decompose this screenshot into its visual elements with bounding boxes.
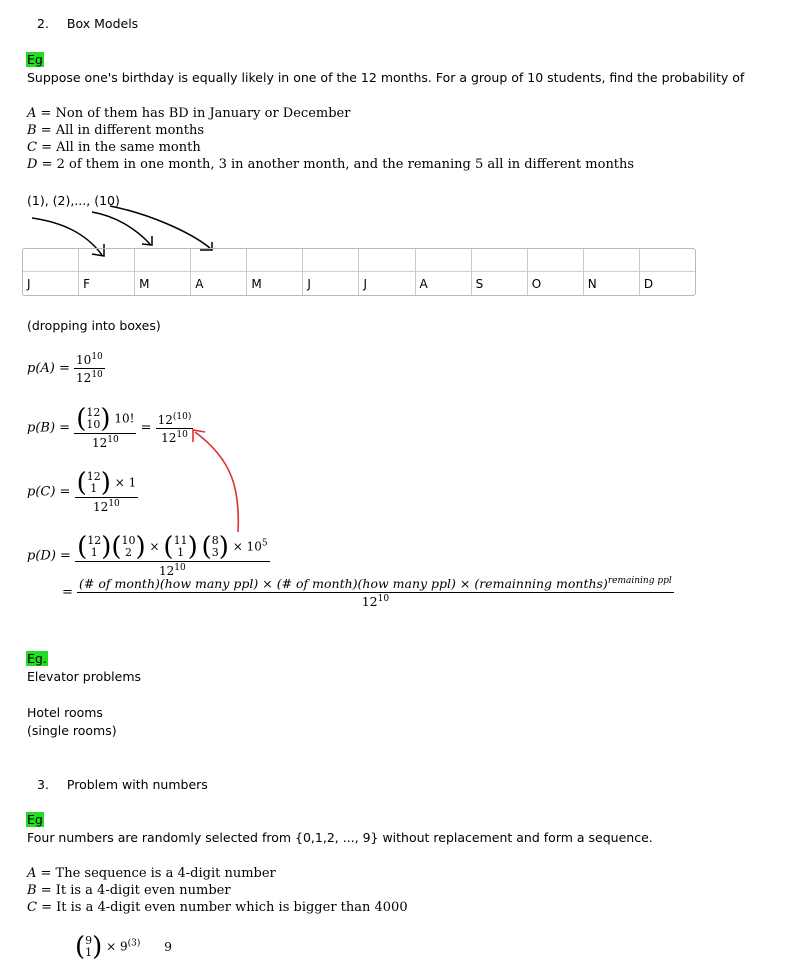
binomial: (12 1 )	[76, 468, 111, 498]
binomial: (12 1 )	[77, 532, 112, 562]
month-label: S	[475, 277, 484, 291]
fraction: $\frac{10^{10}}{12^{10}}$	[76, 352, 103, 385]
section-title: Box Models	[66, 16, 139, 31]
month-box	[472, 249, 528, 295]
event-B: B = All in different months	[27, 123, 205, 138]
binomial: (8 3)	[201, 532, 229, 562]
month-label: D	[643, 277, 654, 291]
month-box	[359, 249, 415, 295]
problem-intro: Four numbers are randomly selected from {0,1,2, ..., 9} without replacement and form a sequence.	[27, 830, 653, 845]
month-box	[416, 249, 472, 295]
fraction: (12 10) 10! $12^{10}$	[76, 404, 135, 450]
event-A: A = The sequence is a 4-digit number	[27, 866, 276, 881]
month-label: M	[251, 277, 262, 291]
fraction: $\frac{12^{(10)}}{12^{10}}$	[157, 411, 192, 445]
event-A: A = Non of them has BD in January or December	[27, 106, 351, 121]
red-curve	[195, 432, 238, 532]
formula-pD-verbal: = (# of month)(how many ppl) × (# of month)(how many ppl) × (remainning months)$^{remaining ppl}$ $12^{10}$	[62, 576, 672, 610]
elevator-problems: Elevator problems	[27, 669, 142, 684]
formula-pC: p(C) = (12 1 ) × 1 $12^{10}$	[27, 468, 137, 514]
arrow-2	[92, 212, 150, 244]
month-label: O	[531, 277, 542, 291]
example-tag: Eg	[27, 812, 43, 827]
month-boxes	[22, 248, 696, 296]
single-rooms: (single rooms)	[27, 723, 117, 738]
month-box	[79, 249, 135, 295]
event-D: D = 2 of them in one month, 3 in another month, and the remaning 5 all in different months	[27, 157, 635, 172]
section-number: 2.	[37, 16, 49, 31]
event-C: C = It is a 4-digit even number which is bigger than 4000	[27, 900, 408, 915]
dropping-note: (dropping into boxes)	[27, 318, 161, 333]
month-label: F	[83, 277, 90, 291]
partial-formula: (9 $1) \times 9^{(3)}$ 9	[75, 932, 172, 962]
month-box	[191, 249, 247, 295]
section-2-heading	[37, 16, 138, 31]
fraction: (12 1 ) × 1 $12^{10}$	[76, 468, 137, 514]
section-title: Problem with numbers	[66, 777, 208, 792]
fraction: (12 1 )(10 2 ) × (11 1 ) (8 $3) \times 10^5$ $12^{10}$	[77, 532, 268, 578]
event-C: C = All in the same month	[27, 140, 201, 155]
month-box	[528, 249, 584, 295]
formula-pA: p(A) = $\frac{10^{10}}{12^{10}}$	[27, 352, 103, 385]
binomial: (12 10)	[76, 404, 111, 434]
red-annotation-arrow	[185, 420, 255, 540]
problem-intro: Suppose one's birthday is equally likely in one of the 12 months. For a group of 10 students, find the probability of	[27, 70, 745, 85]
month-box	[303, 249, 359, 295]
binomial: (11 1 )	[163, 532, 198, 562]
binomial: (9 1)	[75, 932, 103, 962]
example-tag: Eg.	[27, 651, 47, 666]
hotel-rooms: Hotel rooms	[27, 705, 103, 720]
month-box	[135, 249, 191, 295]
month-box	[640, 249, 695, 295]
month-label: N	[587, 277, 597, 291]
month-label: A	[419, 277, 428, 291]
month-label: A	[195, 277, 204, 291]
event-B: B = It is a 4-digit even number	[27, 883, 231, 898]
section-number: 3.	[37, 777, 49, 792]
formula-pB: p(B) = (12 10) 10! $12^{10}$ = $\frac{12^{(10)}}{12^{10}}$	[27, 404, 192, 450]
month-label: M	[139, 277, 150, 291]
arrow-3	[110, 206, 210, 248]
balls-label: (1), (2),..., (10)	[27, 193, 120, 208]
binomial: (10 2 )	[111, 532, 146, 562]
month-box	[23, 249, 79, 295]
example-tag: Eg	[27, 52, 43, 67]
month-label: J	[307, 277, 311, 291]
month-label: J	[363, 277, 368, 291]
month-box	[247, 249, 303, 295]
section-3-heading	[37, 777, 208, 792]
month-label: J	[27, 277, 31, 291]
fraction: (# of month)(how many ppl) × (# of month)(how many ppl) × (remainning months)$^{remaining ppl}$ $12^{10}$	[79, 576, 672, 610]
month-box	[584, 249, 640, 295]
formula-pD: p(D) = (12 1 )(10 2 ) × (11 1 ) (8 $3) \times 10^5$ $12^{10}$	[27, 532, 268, 578]
